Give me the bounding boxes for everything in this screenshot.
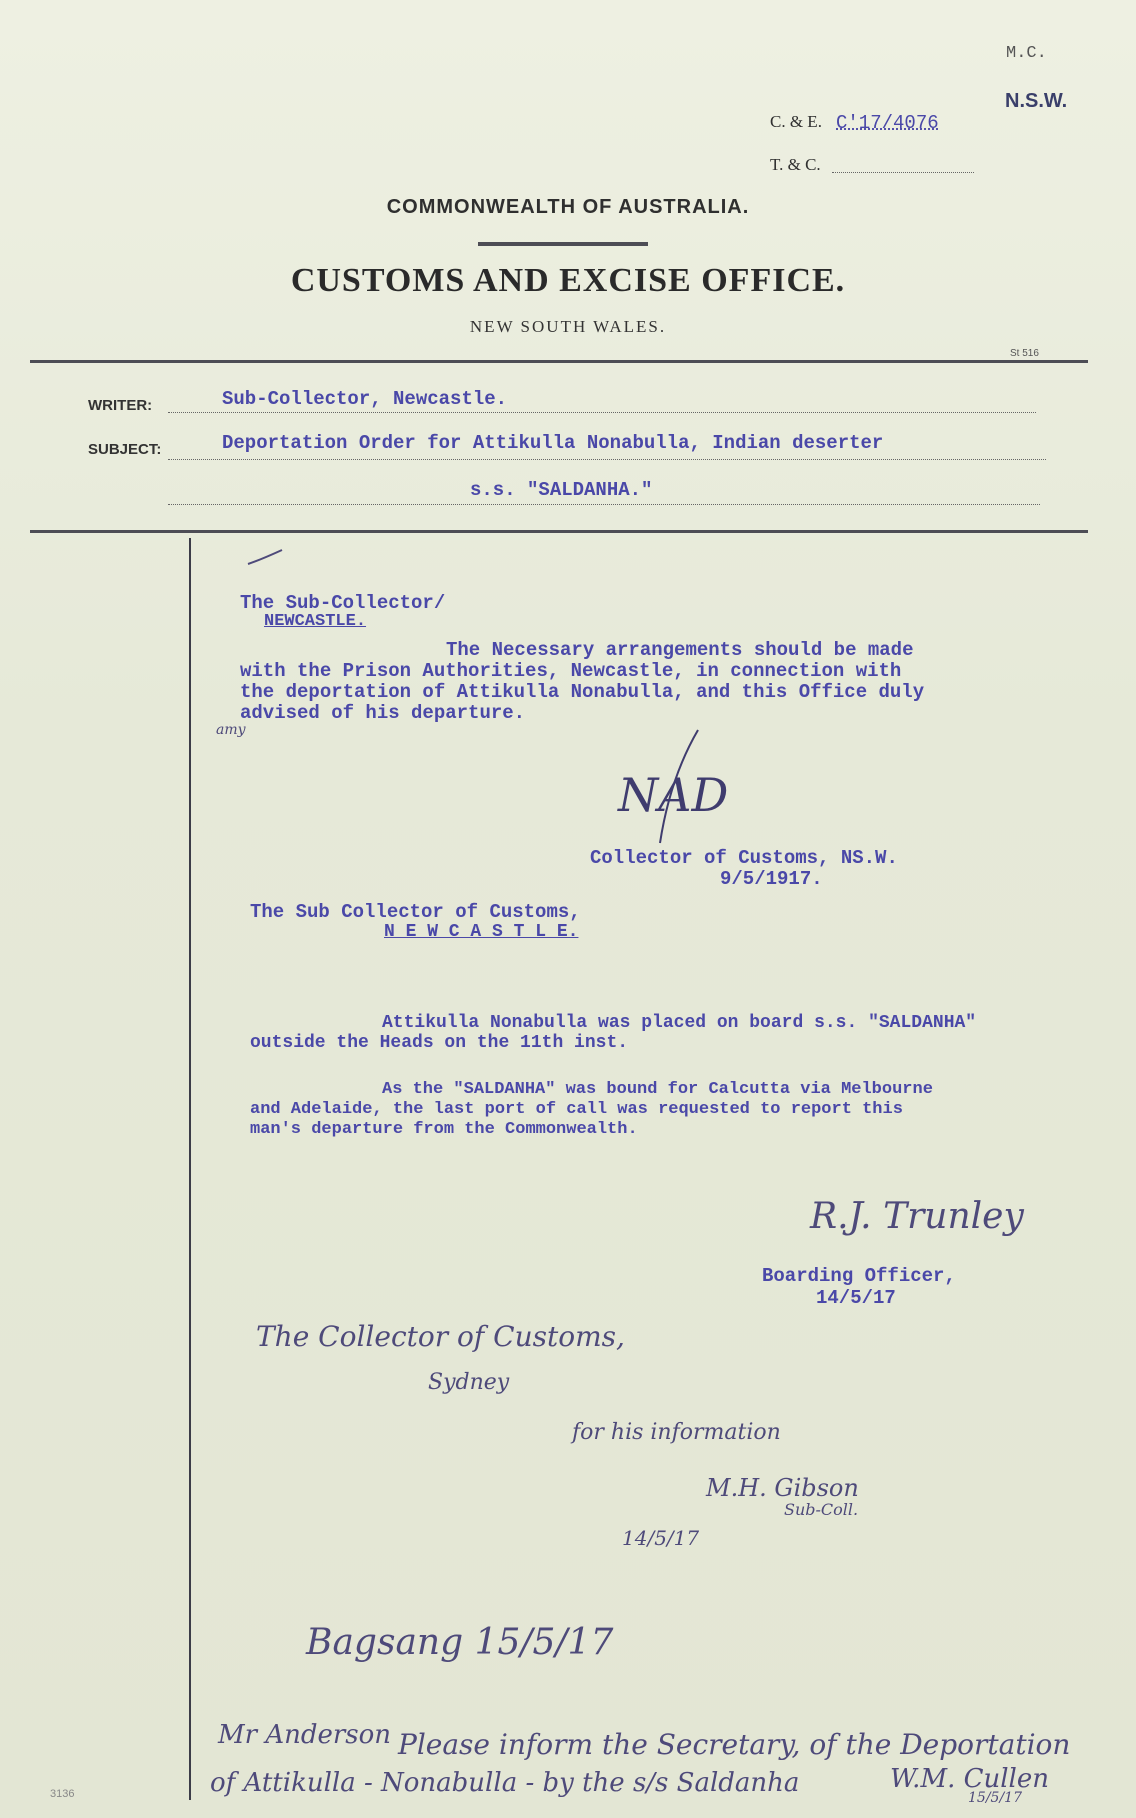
form-number: St 516 <box>1010 348 1039 359</box>
tc-blank-line <box>832 172 974 173</box>
minute4-line-1: Mr Anderson <box>218 1720 392 1750</box>
minute1-body-line-3: the deportation of Attikulla Nonabulla, and this Office duly <box>240 681 925 703</box>
minute2-date: 14/5/17 <box>816 1287 896 1309</box>
ce-label: C. & E. <box>770 112 822 131</box>
minute2-para2-line-3: man's departure from the Commonwealth. <box>250 1120 638 1139</box>
minute3-signer-title: Sub-Coll. <box>784 1500 859 1519</box>
subject-text-line-2: s.s. "SALDANHA." <box>470 479 653 501</box>
minute4-signature: W.M. Cullen <box>890 1764 1049 1794</box>
subject-line-1 <box>168 459 1046 460</box>
minute1-body-line-2: with the Prison Authorities, Newcastle, in connection with <box>240 660 902 682</box>
subject-label: SUBJECT: <box>88 441 162 458</box>
archive-stamp: 3136 <box>50 1788 75 1800</box>
minute2-addressee: The Sub Collector of Customs, <box>250 901 581 923</box>
ce-reference: C'17/4076 <box>836 112 939 134</box>
minute2-para2-line-1: As the "SALDANHA" was bound for Calcutta via Melbourne <box>382 1080 933 1099</box>
minute2-para2-line-2: and Adelaide, the last port of call was requested to report this <box>250 1100 903 1119</box>
check-mark-icon <box>246 546 286 570</box>
minute1-place: NEWCASTLE. <box>264 612 367 631</box>
office-title: CUSTOMS AND EXCISE OFFICE. <box>290 262 846 299</box>
minute1-signature: NAD <box>618 768 729 822</box>
header-rule <box>30 360 1088 363</box>
minute4-line-2: Please inform the Secretary, of the Deportation <box>398 1728 1071 1761</box>
minute1-signer-title: Collector of Customs, NS.W. <box>590 847 898 869</box>
subject-text-line-1: Deportation Order for Attikulla Nonabulla, Indian deserter <box>222 432 884 454</box>
minute1-addressee: The Sub-Collector/ <box>240 592 446 614</box>
minute1-date: 9/5/1917. <box>720 868 823 890</box>
region-heading: NEW SOUTH WALES. <box>469 317 667 336</box>
margin-rule <box>189 538 191 1800</box>
minute3-signature: M.H. Gibson <box>706 1474 859 1502</box>
minute3-date: 14/5/17 <box>622 1526 700 1550</box>
subject-line-2 <box>168 504 1040 505</box>
minute3-line-3: for his information <box>572 1420 781 1445</box>
minute1-signature-flourish <box>640 728 700 848</box>
state-stamp: N.S.W. <box>1005 90 1068 112</box>
minute2-signature: R.J. Trunley <box>810 1196 1024 1237</box>
minute2-para1-line-2: outside the Heads on the 11th inst. <box>250 1033 629 1053</box>
top-code: M.C. <box>1006 44 1047 63</box>
minute2-para1-line-1: Attikulla Nonabulla was placed on board s.s. "SALDANHA" <box>382 1013 977 1033</box>
minute2-signer-title: Boarding Officer, <box>762 1265 956 1287</box>
minute4-date: 15/5/17 <box>968 1790 1022 1806</box>
minute2-place: N E W C A S T L E. <box>384 922 579 942</box>
tc-label: T. & C. <box>770 155 821 174</box>
writer-value: Sub-Collector, Newcastle. <box>222 388 508 410</box>
minute3-line-1: The Collector of Customs, <box>256 1320 625 1353</box>
fields-rule <box>30 530 1088 533</box>
minute1-initials: amy <box>216 722 246 738</box>
commonwealth-heading: COMMONWEALTH OF AUSTRALIA. <box>386 196 750 218</box>
heading-divider <box>478 242 648 246</box>
minute3-line-2: Sydney <box>428 1370 510 1395</box>
minute4-line-3: of Attikulla - Nonabulla - by the s/s Saldanha <box>210 1768 800 1798</box>
minute1-body-line-4: advised of his departure. <box>240 702 526 724</box>
minute4-note: Bagsang 15/5/17 <box>306 1622 614 1663</box>
writer-label: WRITER: <box>88 397 153 414</box>
minute1-body-line-1: The Necessary arrangements should be made <box>446 639 914 661</box>
writer-line <box>168 412 1036 413</box>
